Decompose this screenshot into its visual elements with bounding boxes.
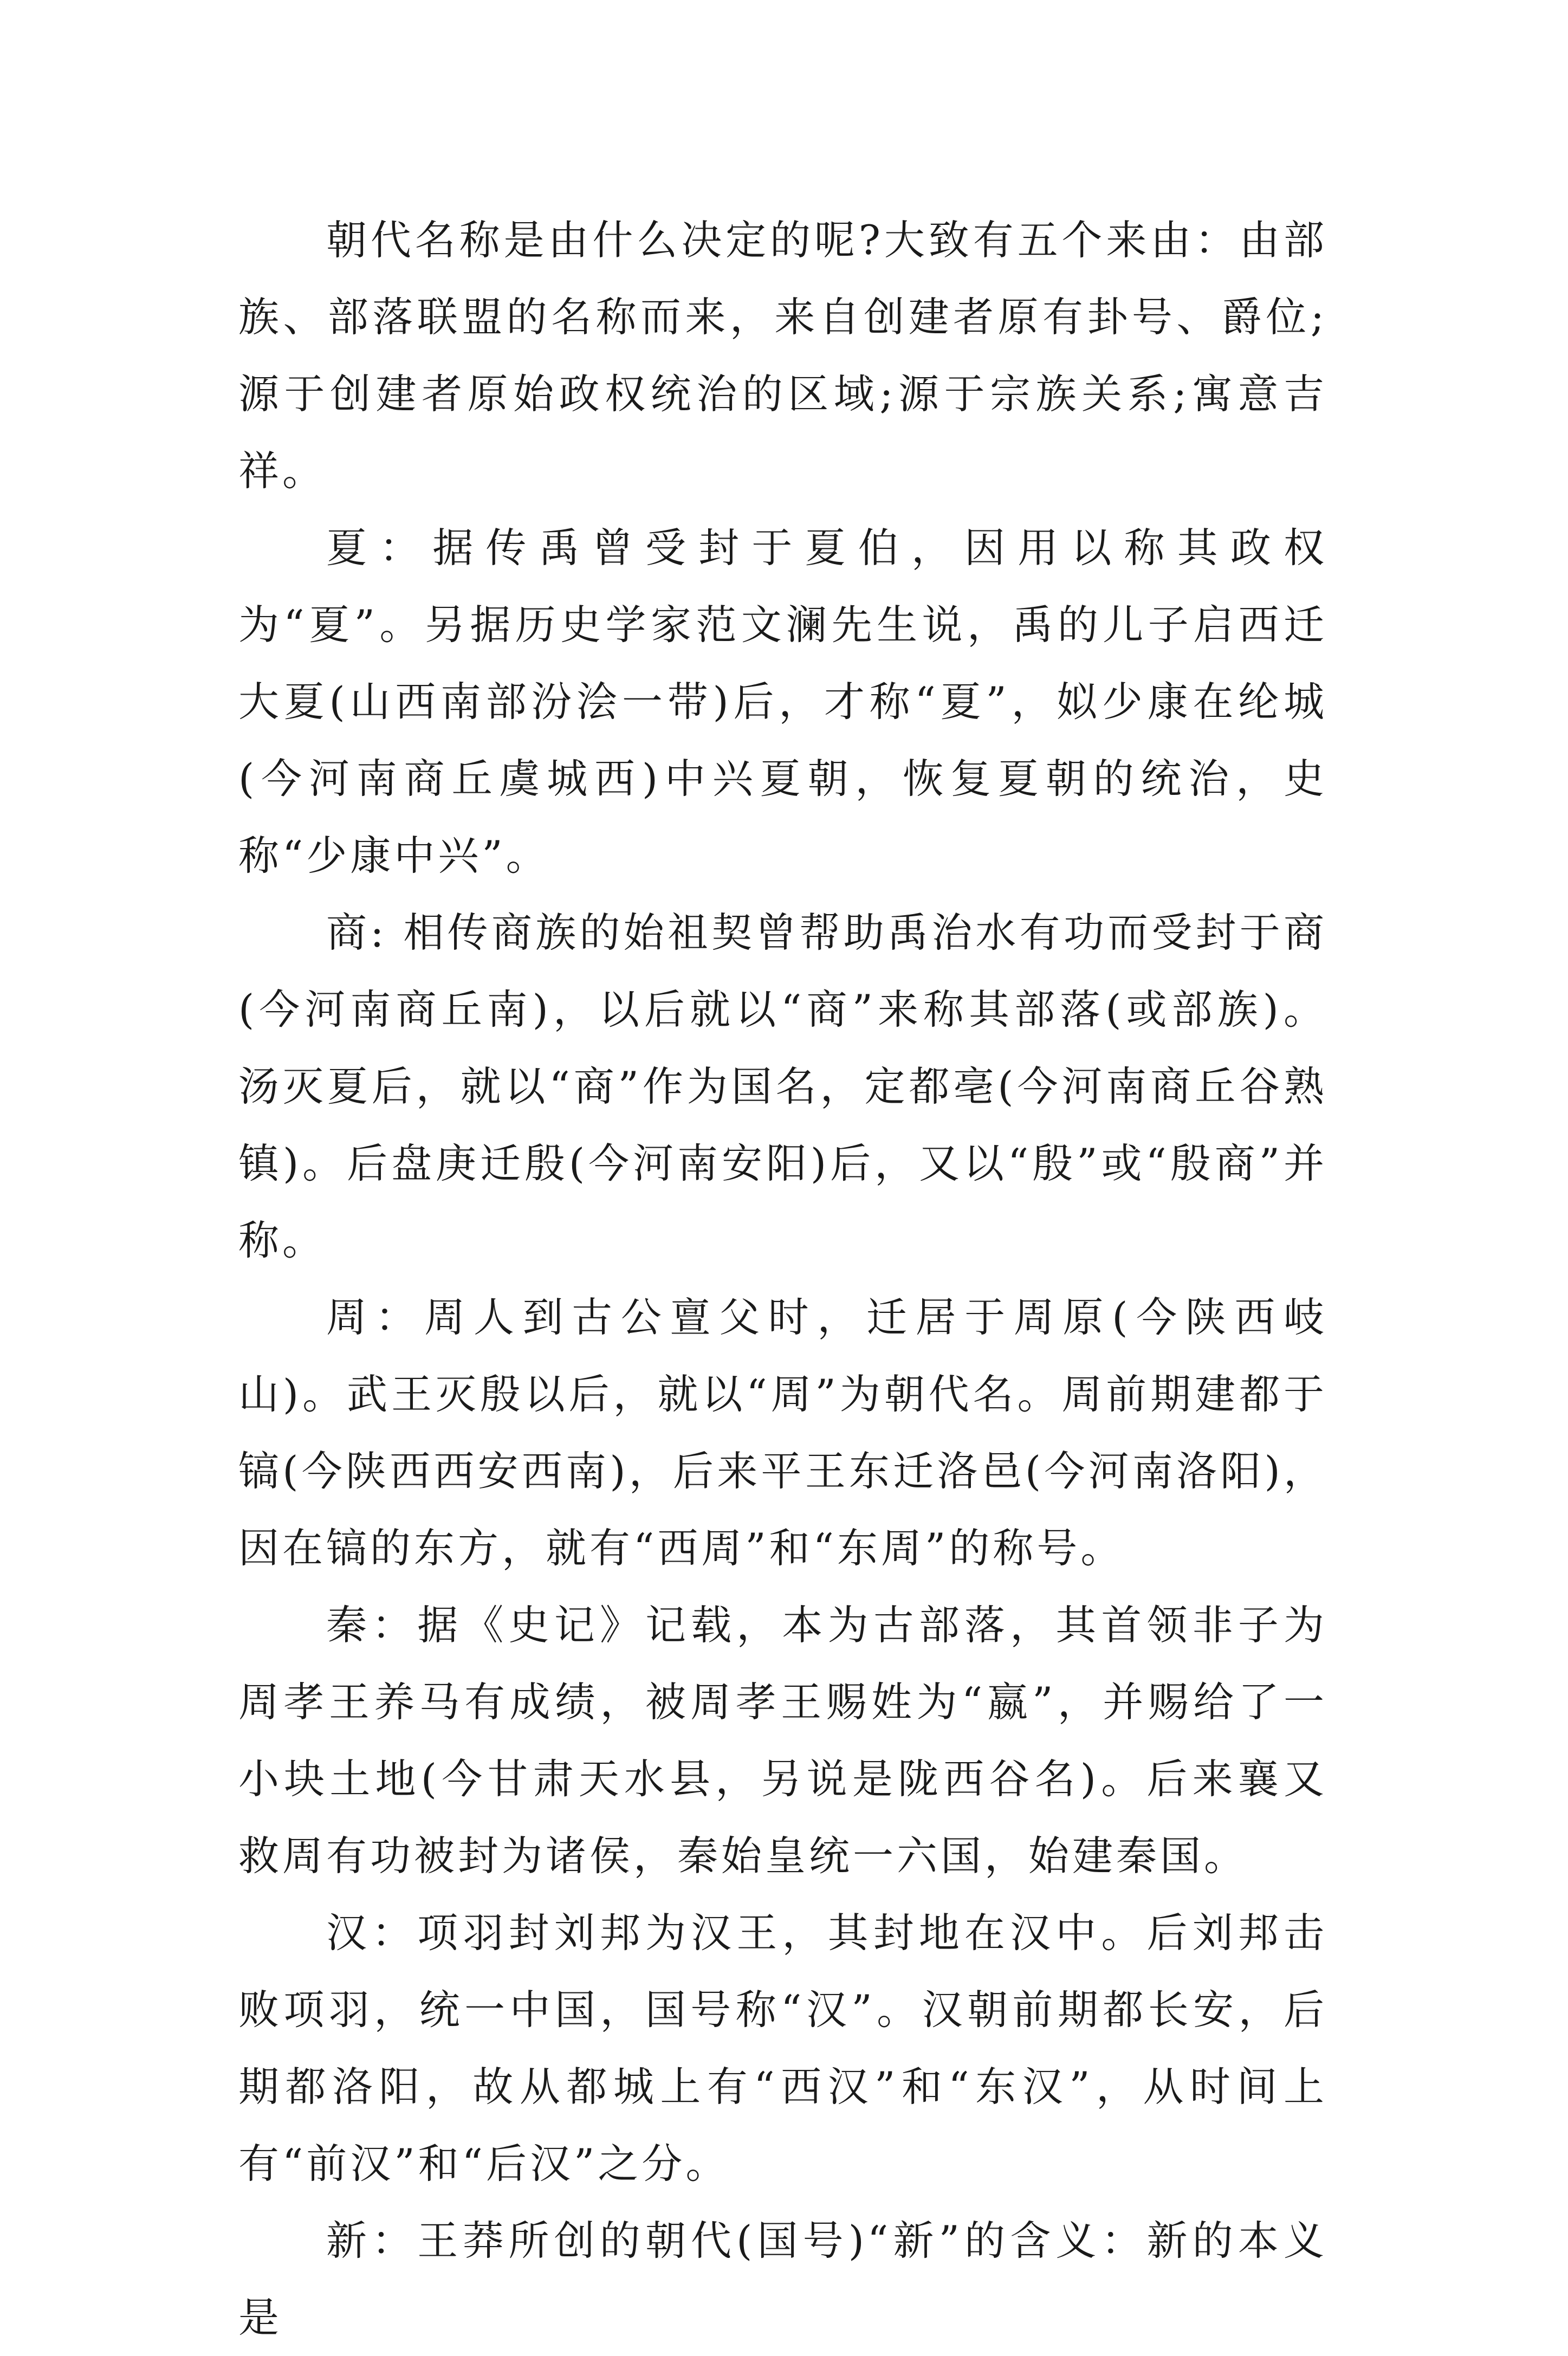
paragraph-han: 汉：项羽封刘邦为汉王，其封地在汉中。后刘邦击败项羽，统一中国，国号称“汉”。汉朝前期都长安，后期都洛阳，故从都城上有“西汉”和“东汉”，从时间上有“前汉”和“后汉”之分。 — [238, 1909, 1327, 2187]
paragraph-shang: 商: 相传商族的始祖契曾帮助禹治水有功而受封于商(今河南商丘南)，以后就以“商”来称其部落(或部族)。汤灭夏后，就以“商”作为国名，定都亳(今河南商丘谷熟镇)。后盘庚迁殷(今河南安阳)后，又以“殷”或“殷商”并称。 — [238, 909, 1327, 1264]
paragraph-xia: 夏：据传禹曾受封于夏伯，因用以称其政权为“夏”。另据历史学家范文澜先生说，禹的儿子启西迁大夏(山西南部汾浍一带)后，才称“夏”，姒少康在纶城(今河南商丘虞城西)中兴夏朝，恢复夏朝的统治，史称“少康中兴”。 — [238, 524, 1327, 879]
paragraph-intro: 朝代名称是由什么决定的呢?大致有五个来由：由部族、部落联盟的名称而来，来自创建者原有卦号、爵位;源于创建者原始政权统治的区域;源于宗族关系;寓意吉祥。 — [238, 216, 1327, 495]
paragraph-qin: 秦：据《史记》记载，本为古部落，其首领非子为周孝王养马有成绩，被周孝王赐姓为“嬴”，并赐给了一小块土地(今甘肃天水县，另说是陇西谷名)。后来襄又救周有功被封为诸侯，秦始皇统一六国，始建秦国。 — [238, 1601, 1327, 1880]
document-body — [238, 202, 1327, 2356]
paragraph-xin: 新：王莽所创的朝代(国号)“新”的含义：新的本义是 — [238, 2217, 1327, 2341]
paragraph-zhou: 周：周人到古公亶父时，迁居于周原(今陕西岐山)。武王灭殷以后，就以“周”为朝代名。周前期建都于镐(今陕西西安西南)，后来平王东迁洛邑(今河南洛阳)，因在镐的东方，就有“西周”和“东周”的称号。 — [238, 1293, 1327, 1572]
